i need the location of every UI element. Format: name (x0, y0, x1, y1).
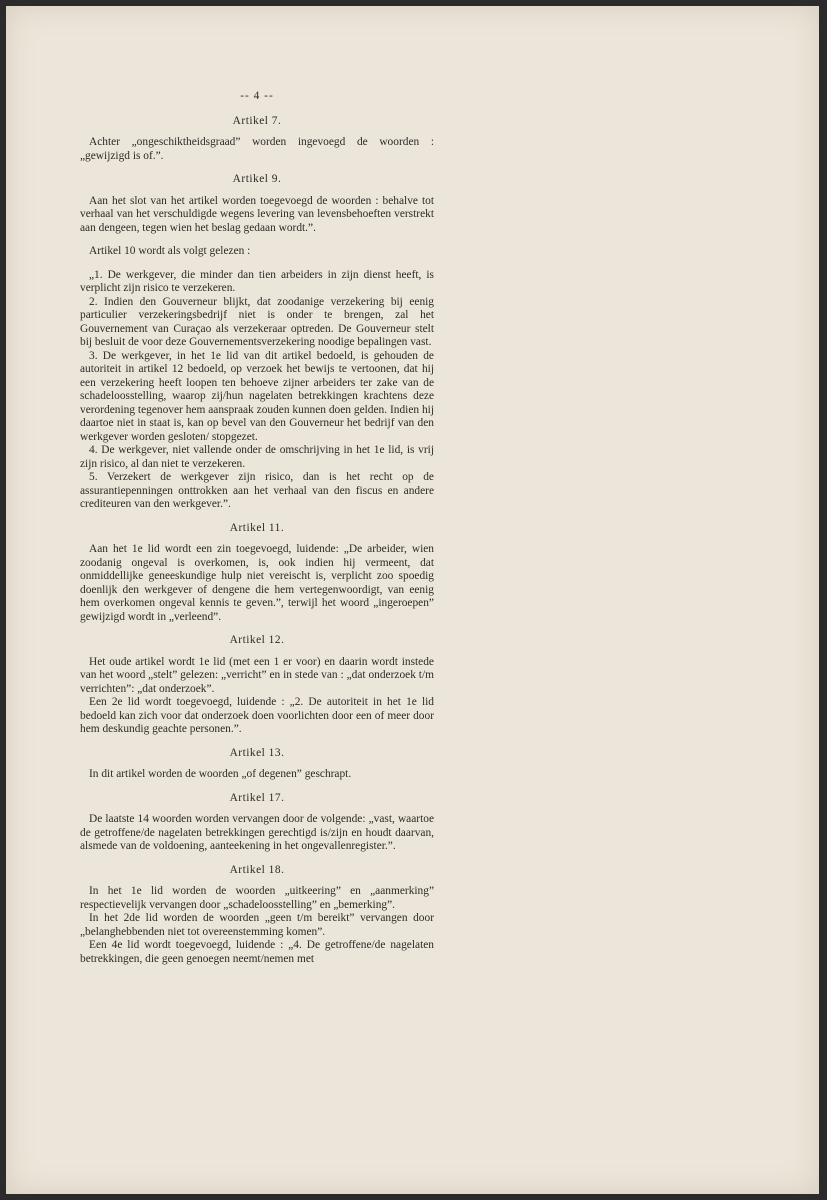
paragraph: Aan het slot van het artikel worden toegevoegd de woorden : behalve tot verhaal van het verschuldigde wegens levering van levensbehoeften verstrekt aan dengeen, tegen wien het beslag gedaan wordt.”. (80, 194, 434, 234)
paragraph: 2. Indien den Gouverneur blijkt, dat zoodanige verzekering bij eenig particulier verzekeringsbedrijf niet is onder te brengen, zal het Gouvernement van Curaçao als verzekeraar optreden. De Gouverneur stelt bij besluit de voor deze Gouvernementsverzekering noodige bepalingen vast. (80, 295, 434, 348)
heading-artikel-18: Artikel 18. (229, 863, 285, 876)
paragraph: Het oude artikel wordt 1e lid (met een 1 er voor) en daarin wordt instede van het woord „stelt” gelezen: „verricht” en in stede van : „dat onderzoek t/m verrichten”: „dat onderzoek”. (80, 655, 434, 695)
paragraph: Aan het 1e lid wordt een zin toegevoegd, luidende: „De arbeider, wien zoodanig ongeval is overkomen, is, ook indien hij vermeent, dat onmiddellijke geneeskundige hulp niet vereischt is, verplicht zoo spoedig doenlijk den werkgever of dengene die hem vertegenwoordigt, van eenig hem overkomen ongeval kennis te geven.”, terwijl het woord „ingeroepen” gewijzigd wordt in „verleend”. (80, 543, 434, 623)
heading-artikel-12: Artikel 12. (229, 634, 285, 646)
paragraph: Een 4e lid wordt toegevoegd, luidende : „4. De getroffene/de nagelaten betrekkingen, die geen genoegen neemt/nemen met (80, 939, 434, 965)
heading-artikel-13: Artikel 13. (229, 746, 285, 759)
paragraph: 5. Verzekert de werkgever zijn risico, dan is het recht op de assurantiepenningen onttrokken aan het verhaal van den fiscus en andere crediteuren van den werkgever.”. (80, 471, 434, 510)
paragraph: Een 2e lid wordt toegevoegd, luidende : „2. De autoriteit in het 1e lid bedoeld kan zich voor dat onderzoek doen voorlichten door een of meer door hem deskundig geachte personen.”. (80, 696, 434, 735)
heading-artikel-9: Artikel 9. (232, 173, 282, 185)
document-page (6, 6, 819, 1194)
paragraph: 3. De werkgever, in het 1e lid van dit artikel bedoeld, is gehouden de autoriteit in artikel 12 bedoeld, op verzoek het bewijs te vertoonen, dat hij een verzekering heeft loopen ten behoeve zijner arbeiders ter zake van de schadeloosstelling, waarop zij/hun nagelaten betrekkingen krachtens deze verordening tegenover hem aanspraak zouden kunnen doen gelden. Indien hij daartoe niet in staat is, kan op bevel van den Gouverneur het bedrijf van den werkgever worden gesloten/ stopgezet. (80, 349, 434, 443)
page-number: -- 4 -- (240, 90, 274, 102)
heading-artikel-7: Artikel 7. (232, 114, 282, 127)
paragraph: In het 1e lid worden de woorden „uitkeering” en „aanmerking” respectievelijk vervangen door „schadeloosstelling” en „bemerking”. (80, 885, 434, 911)
paragraph: In het 2de lid worden de woorden „geen t/m bereikt” vervangen door „belanghebbenden niet tot overeenstemming komen”. (80, 912, 434, 938)
paragraph: 4. De werkgever, niet vallende onder de omschrijving in het 1e lid, is vrij zijn risico, al dan niet te verzekeren. (80, 444, 434, 470)
heading-artikel-11: Artikel 11. (229, 521, 285, 534)
heading-artikel-17: Artikel 17. (229, 791, 285, 804)
paragraph: De laatste 14 woorden worden vervangen door de volgende: „vast, waartoe de getroffene/de nagelaten betrekkingen gerechtigd is/zijn en houdt daarvan, alsmede van de voldoening, aanteekening in het ongevallenregister.”. (80, 813, 434, 852)
paragraph: Achter „ongeschiktheidsgraad” worden ingevoegd de woorden : „gewijzigd is of.”. (80, 136, 434, 162)
document-body (80, 90, 434, 966)
paragraph: In dit artikel worden de woorden „of degenen” geschrapt. (89, 768, 352, 780)
paragraph-intro-artikel-10: Artikel 10 wordt als volgt gelezen : (89, 245, 251, 257)
paragraph: „1. De werkgever, die minder dan tien arbeiders in zijn dienst heeft, is verplicht zijn risico te verzekeren. (80, 268, 434, 294)
